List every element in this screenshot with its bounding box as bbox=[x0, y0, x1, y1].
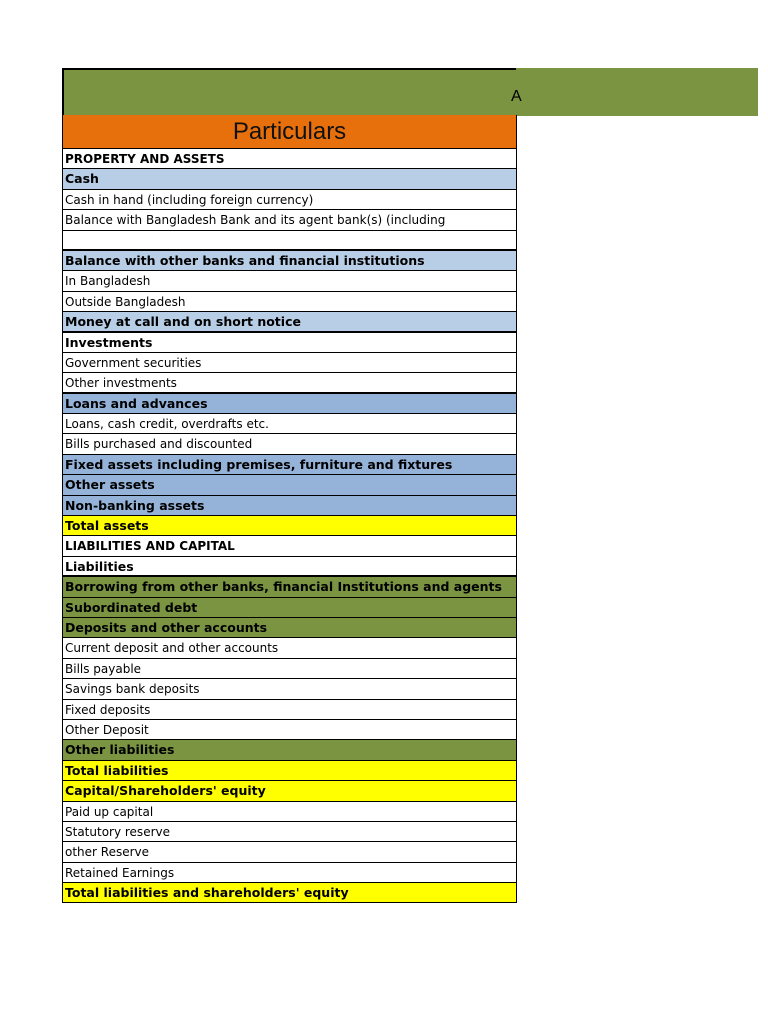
table-row[interactable]: Cash in hand (including foreign currency) bbox=[63, 190, 517, 210]
table-row[interactable]: Balance with Bangladesh Bank and its agent bank(s) (including bbox=[63, 210, 517, 230]
table-row[interactable]: Other liabilities bbox=[63, 740, 517, 760]
table-row[interactable]: Statutory reserve bbox=[63, 822, 517, 842]
table-row[interactable] bbox=[63, 231, 517, 251]
title-cell bbox=[62, 68, 516, 117]
table-row[interactable]: Outside Bangladesh bbox=[63, 292, 517, 312]
table-row[interactable]: Balance with other banks and financial institutions bbox=[63, 251, 517, 271]
table-row[interactable]: Cash bbox=[63, 169, 517, 189]
table-row[interactable]: Savings bank deposits bbox=[63, 679, 517, 699]
table-row[interactable]: Liabilities bbox=[63, 557, 517, 577]
table-row[interactable]: Government securities bbox=[63, 353, 517, 373]
rows-container bbox=[63, 149, 517, 903]
table-row[interactable]: Other Deposit bbox=[63, 720, 517, 740]
table-row[interactable]: Fixed assets including premises, furniture and fixtures bbox=[63, 455, 517, 475]
table-row[interactable]: Total assets bbox=[63, 516, 517, 536]
table-row[interactable]: Paid up capital bbox=[63, 802, 517, 822]
table-row[interactable]: Loans and advances bbox=[63, 394, 517, 414]
table-row[interactable]: Non-banking assets bbox=[63, 496, 517, 516]
table-row[interactable]: Other investments bbox=[63, 373, 517, 393]
table-row[interactable]: Total liabilities bbox=[63, 761, 517, 781]
table-row[interactable]: Retained Earnings bbox=[63, 863, 517, 883]
title-fragment: A bbox=[511, 88, 522, 105]
table-row[interactable]: Investments bbox=[63, 333, 517, 353]
particulars-header: Particulars bbox=[63, 115, 517, 149]
table-row[interactable]: PROPERTY AND ASSETS bbox=[63, 149, 517, 169]
table-row[interactable]: Fixed deposits bbox=[63, 700, 517, 720]
table-row[interactable]: Capital/Shareholders' equity bbox=[63, 781, 517, 801]
table-row[interactable]: In Bangladesh bbox=[63, 271, 517, 291]
table-row[interactable]: Bills purchased and discounted bbox=[63, 434, 517, 454]
table-row[interactable]: Money at call and on short notice bbox=[63, 312, 517, 332]
table-row[interactable]: Bills payable bbox=[63, 659, 517, 679]
table-row[interactable]: Total liabilities and shareholders' equity bbox=[63, 883, 517, 903]
table-row[interactable]: Current deposit and other accounts bbox=[63, 638, 517, 658]
table-row[interactable]: LIABILITIES AND CAPITAL bbox=[63, 536, 517, 556]
table-row[interactable]: other Reserve bbox=[63, 842, 517, 862]
table-row[interactable]: Borrowing from other banks, financial Institutions and agents bbox=[63, 577, 517, 597]
table-row[interactable]: Other assets bbox=[63, 475, 517, 495]
table-row[interactable]: Loans, cash credit, overdrafts etc. bbox=[63, 414, 517, 434]
table-row[interactable]: Subordinated debt bbox=[63, 598, 517, 618]
table-row[interactable]: Deposits and other accounts bbox=[63, 618, 517, 638]
balance-sheet-table bbox=[62, 115, 517, 903]
